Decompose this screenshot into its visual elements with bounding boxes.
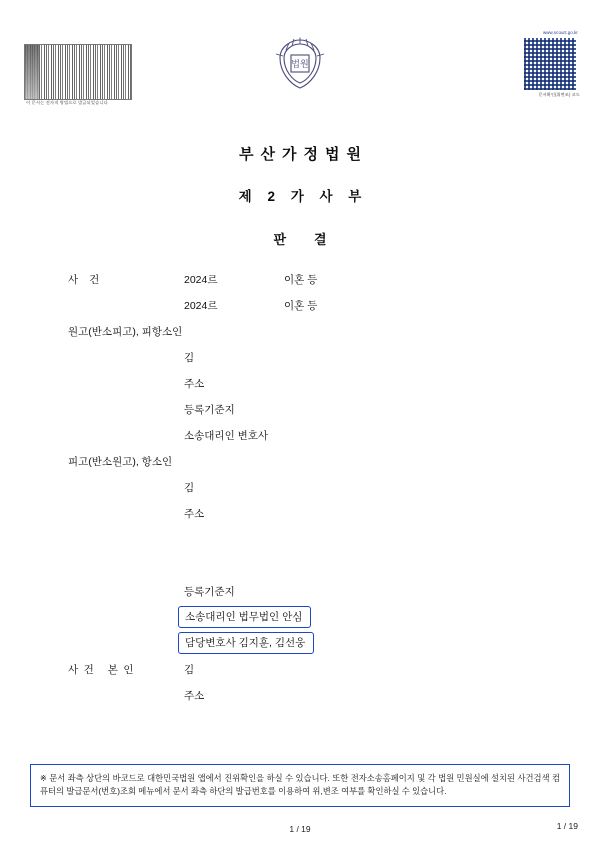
qr-code-caption: 문서확인(위변조) 코드 xyxy=(538,92,580,97)
case-number: 2024르 xyxy=(184,300,218,312)
highlight-counsel-firm: 소송대리인 법무법인 안심 xyxy=(178,606,311,628)
plaintiff-name: 김 xyxy=(184,352,195,364)
notice-mark: ※ xyxy=(40,774,47,783)
barcode-caption: 이 문서는 전자적 방법으로 발급되었습니다 xyxy=(26,100,108,105)
principal-name-row xyxy=(0,658,600,684)
highlight-counsel-lawyers: 담당변호사 김지훈, 김선웅 xyxy=(178,632,314,654)
svg-text:법원: 법원 xyxy=(291,60,309,70)
plaintiff-registry-label: 등록기준지 xyxy=(184,404,235,416)
plaintiff-heading-row xyxy=(0,320,600,346)
principal-name: 김 xyxy=(184,664,195,676)
document-body xyxy=(0,268,600,710)
defendant-registry-label: 등록기준지 xyxy=(184,586,235,598)
barcode-icon xyxy=(24,44,132,100)
case-name: 이혼 등 xyxy=(284,274,318,286)
notice-text: 문서 좌측 상단의 바코드로 대한민국법원 앱에서 진위확인을 하실 수 있습니다. 또한 전자소송홈페이지 및 각 법원 민원실에 설치된 사건검색 컴퓨터의 발급문서(번호)조회 메뉴에서 문서 좌측 하단의 발급번호를 이용하여 위,변조 여부를 확인하실 수 있습니다. xyxy=(40,773,560,797)
spacer-row xyxy=(0,528,600,554)
principal-address-label: 주소 xyxy=(184,690,205,702)
plaintiff-registry-row xyxy=(0,398,600,424)
court-name: 부산가정법원 xyxy=(239,146,368,163)
plaintiff-heading: 원고(반소피고), 피항소인 xyxy=(68,326,183,338)
qr-url-caption: www.scourt.go.kr xyxy=(542,30,578,35)
plaintiff-address-row xyxy=(0,372,600,398)
defendant-heading-row xyxy=(0,450,600,476)
document-type: 판결 xyxy=(273,232,355,247)
case-row xyxy=(0,294,600,320)
defendant-registry-row xyxy=(0,580,600,606)
spacer-row xyxy=(0,554,600,580)
principal-label: 사건 본인 xyxy=(68,664,139,676)
page-number-center: 1 / 19 xyxy=(289,824,311,834)
page-number-right: 1 / 19 xyxy=(556,821,578,831)
case-row xyxy=(0,268,600,294)
qr-code-icon xyxy=(524,38,576,90)
plaintiff-counsel-row xyxy=(0,424,600,450)
plaintiff-name-row xyxy=(0,346,600,372)
case-number: 2024르 xyxy=(184,274,218,286)
defendant-address-row xyxy=(0,502,600,528)
document-header-strip xyxy=(0,28,600,118)
court-emblem-icon xyxy=(272,36,328,92)
defendant-counsel-lawyers-row xyxy=(0,632,600,658)
defendant-heading: 피고(반소원고), 항소인 xyxy=(68,456,173,468)
defendant-counsel-firm-row xyxy=(0,606,600,632)
defendant-name-row xyxy=(0,476,600,502)
plaintiff-address-label: 주소 xyxy=(184,378,205,390)
defendant-name: 김 xyxy=(184,482,195,494)
defendant-address-label: 주소 xyxy=(184,508,205,520)
principal-address-row xyxy=(0,684,600,710)
verification-notice xyxy=(30,764,570,807)
case-name: 이혼 등 xyxy=(284,300,318,312)
division-name: 제 2 가 사 부 xyxy=(238,189,368,204)
plaintiff-counsel: 소송대리인 변호사 xyxy=(184,430,269,442)
case-label: 사건 xyxy=(68,274,111,286)
